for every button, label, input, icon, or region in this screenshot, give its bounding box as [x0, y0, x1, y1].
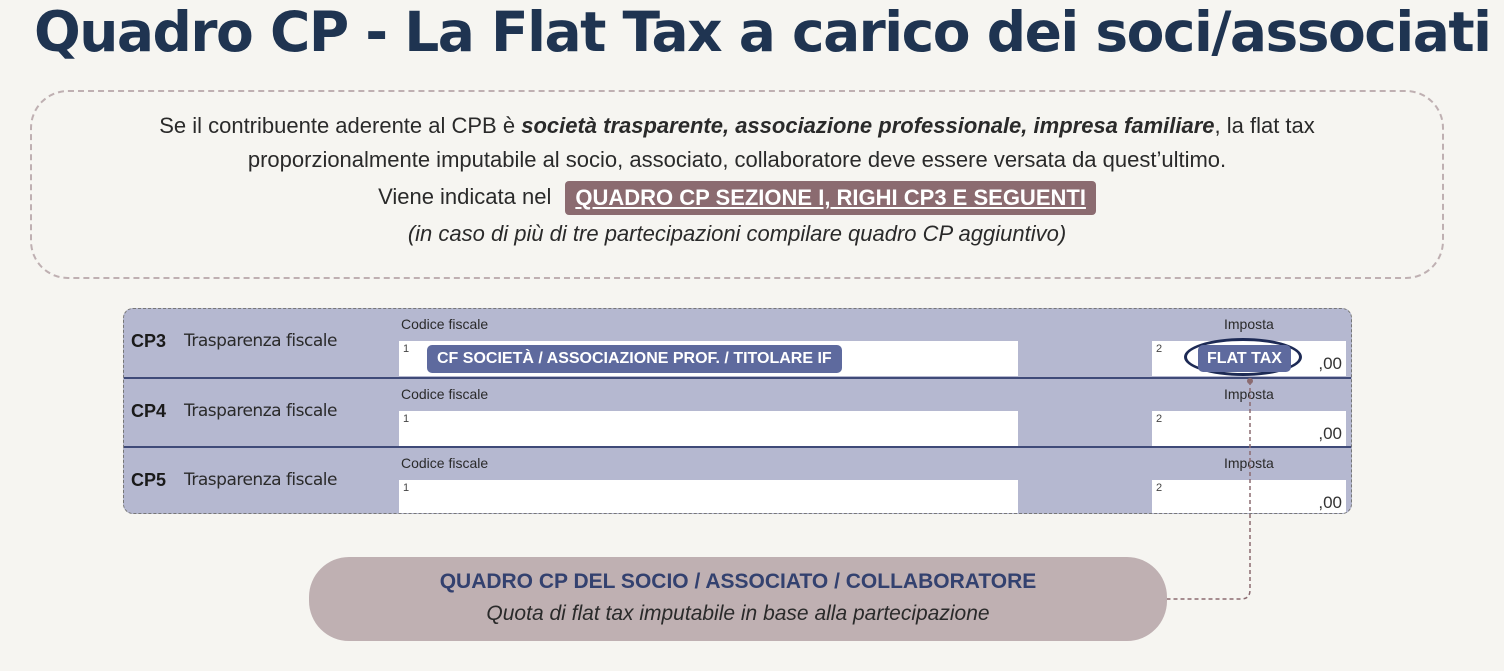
- callout-pill: [309, 557, 1167, 641]
- imposta-label: Imposta: [1224, 316, 1274, 332]
- info-emphasis: società trasparente, associazione professionale, impresa familiare: [521, 113, 1215, 138]
- row-label: Trasparenza fiscale: [184, 331, 337, 351]
- row-code: CP5: [131, 470, 167, 490]
- imposta-label: Imposta: [1224, 386, 1274, 402]
- row-label: Trasparenza fiscale: [184, 401, 337, 421]
- codice-fiscale-label: Codice fiscale: [401, 386, 489, 402]
- info-text: Viene indicata nel: [378, 184, 552, 209]
- flat-tax-chip: FLAT TAX: [1198, 345, 1291, 372]
- field-number: 2: [1156, 482, 1163, 494]
- cf-annotation-chip: CF SOCIETÀ / ASSOCIAZIONE PROF. / TITOLARE IF: [427, 345, 842, 373]
- cents-suffix: ,00: [1318, 424, 1342, 443]
- cents-suffix: ,00: [1318, 493, 1342, 512]
- field-number: 1: [403, 482, 410, 494]
- info-note: (in caso di più di tre partecipazioni compilare quadro CP aggiuntivo): [407, 221, 1067, 246]
- info-text: , la flat tax: [1214, 113, 1315, 138]
- cents-suffix: ,00: [1318, 354, 1342, 373]
- codice-fiscale-label: Codice fiscale: [401, 316, 489, 332]
- highlight-chip: QUADRO CP SEZIONE I, RIGHI CP3 E SEGUENTI: [565, 181, 1096, 215]
- codice-fiscale-label: Codice fiscale: [401, 455, 489, 471]
- info-line-2: proporzionalmente imputabile al socio, associato, collaboratore deve essere versata da quest’ultimo.: [247, 147, 1227, 172]
- row-code: CP4: [131, 401, 167, 421]
- field-number: 2: [1156, 413, 1163, 425]
- callout-title: QUADRO CP DEL SOCIO / ASSOCIATO / COLLABORATORE: [439, 570, 1037, 593]
- field-number: 1: [403, 413, 410, 425]
- page-title: Quadro CP - La Flat Tax a carico dei soci/associati: [34, 0, 1491, 64]
- field-number: 2: [1156, 343, 1163, 355]
- imposta-label: Imposta: [1224, 455, 1274, 471]
- callout-subtitle: Quota di flat tax imputabile in base alla partecipazione: [486, 602, 990, 625]
- info-text: Se il contribuente aderente al CPB è: [159, 113, 522, 138]
- field-number: 1: [403, 343, 410, 355]
- row-code: CP3: [131, 331, 167, 351]
- row-label: Trasparenza fiscale: [184, 470, 337, 490]
